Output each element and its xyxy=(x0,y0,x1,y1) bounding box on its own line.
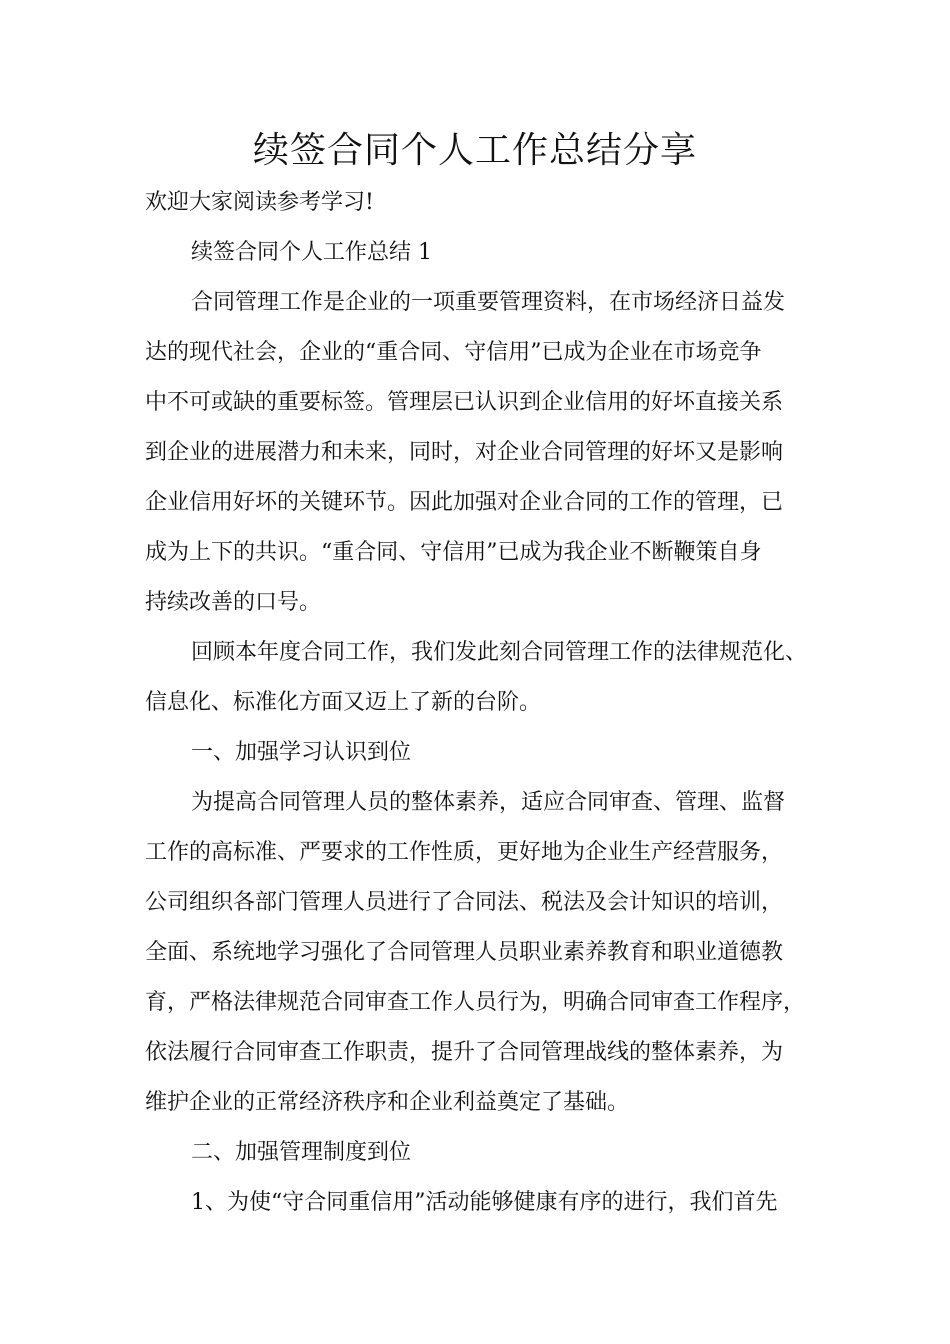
paragraph-line: 持续改善的口号。 xyxy=(145,590,322,615)
paragraph-line: 维护企业的正常经济秩序和企业利益奠定了基础。 xyxy=(145,1090,630,1115)
subheading-1: 一、加强学习认识到位 xyxy=(191,740,412,765)
paragraph-line: 企业信用好坏的关键环节。因此加强对企业合同的工作的管理，已 xyxy=(145,490,784,515)
section-heading: 续签合同个人工作总结 1 xyxy=(191,240,432,265)
document-title: 续签合同个人工作总结分享 xyxy=(252,130,697,171)
paragraph-1 xyxy=(145,278,825,628)
document-body xyxy=(145,178,825,1228)
paragraph-3 xyxy=(145,778,825,1128)
paragraph-line: 回顾本年度合同工作，我们发此刻合同管理工作的法律规范化、 xyxy=(191,640,808,665)
paragraph-line: 育，严格法律规范合同审查工作人员行为，明确合同审查工作程序， xyxy=(145,990,806,1015)
paragraph-4 xyxy=(145,1178,825,1228)
paragraph-line: 成为上下的共识。“重合同、守信用”已成为我企业不断鞭策自身 xyxy=(145,540,762,565)
subheading-2: 二、加强管理制度到位 xyxy=(191,1140,412,1165)
paragraph-2 xyxy=(145,628,825,728)
paragraph-line: 达的现代社会，企业的“重合同、守信用”已成为企业在市场竞争 xyxy=(145,340,762,365)
paragraph-line: 1、为使“守合同重信用”活动能够健康有序的进行，我们首先 xyxy=(191,1190,778,1215)
paragraph-line: 为提高合同管理人员的整体素养，适应合同审查、管理、监督 xyxy=(191,790,786,815)
intro-line: 欢迎大家阅读参考学习! xyxy=(145,190,374,215)
paragraph-line: 信息化、标准化方面又迈上了新的台阶。 xyxy=(145,690,542,715)
paragraph-line: 合同管理工作是企业的一项重要管理资料，在市场经济日益发 xyxy=(191,290,786,315)
paragraph-line: 依法履行合同审查工作职责，提升了合同管理战线的整体素养，为 xyxy=(145,1040,784,1065)
paragraph-line: 全面、系统地学习强化了合同管理人员职业素养教育和职业道德教 xyxy=(145,940,784,965)
paragraph-line: 中不可或缺的重要标签。管理层已认识到企业信用的好坏直接关系 xyxy=(145,390,784,415)
paragraph-line: 工作的高标准、严要求的工作性质，更好地为企业生产经营服务， xyxy=(145,840,784,865)
paragraph-line: 到企业的进展潜力和未来，同时，对企业合同管理的好坏又是影响 xyxy=(145,440,784,465)
paragraph-line: 公司组织各部门管理人员进行了合同法、税法及会计知识的培训， xyxy=(145,890,784,915)
